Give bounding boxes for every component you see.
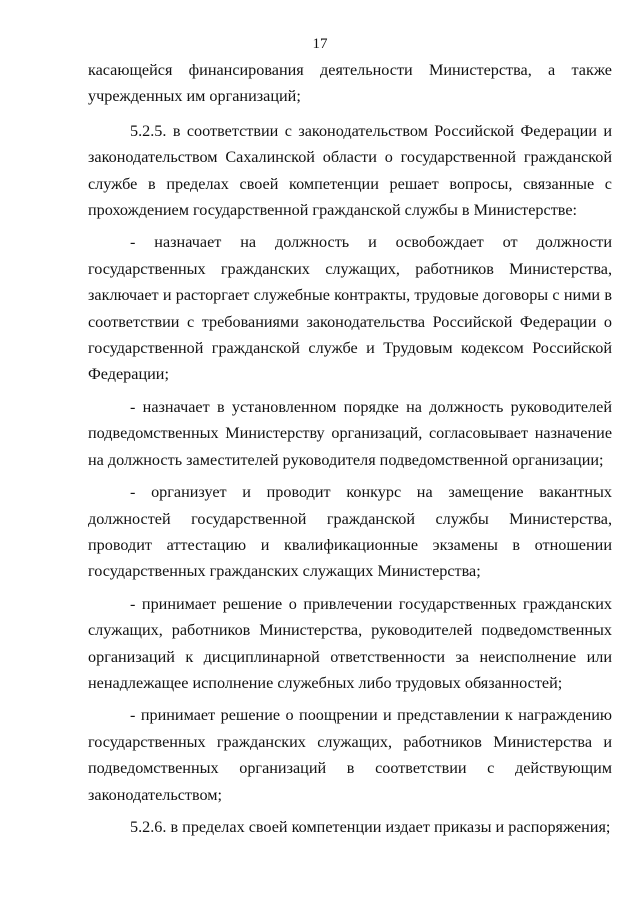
list-item-disciplinary: - принимает решение о привлечении государственных гражданских служащих, работников Министерства, руководителей подведомственных организаций к дисциплинарной ответственности за неисполнение или ненадлежащее исполнение служебных либо трудовых обязанностей;	[88, 594, 612, 692]
list-item-rewards: - принимает решение о поощрении и представлении к награждению государственных гражданских служащих, работников Министерства и подведомственных организаций в соответствии с действующим законодательством;	[88, 706, 612, 804]
document-body	[88, 57, 612, 846]
paragraph-5-2-6: 5.2.6. в пределах своей компетенции издает приказы и распоряжения;	[130, 817, 611, 836]
paragraph-5-2-5: 5.2.5. в соответствии с законодательством Российской Федерации и законодательством Сахалинской области о государственной гражданской службе в пределах своей компетенции решает вопросы, связанные с прохождением государственной гражданской службы в Министерстве:	[88, 121, 612, 220]
list-item-appoint-heads: - назначает в установленном порядке на должность руководителей подведомственных Министерству организаций, согласовывает назначение на должность заместителей руководителя подведомственной организации;	[88, 397, 612, 469]
list-item-appoint-dismiss: - назначает на должность и освобождает от должности государственных гражданских служащих, работников Министерства, заключает и расторгает служебные контракты, трудовые договоры с ними в соответствии с требованиями законодательства Российской Федерации о государственной гражданской службе и Трудовым кодексом Российской Федерации;	[88, 233, 612, 384]
page-number: 17	[312, 36, 328, 52]
paragraph-continuation: касающейся финансирования деятельности Министерства, а также учрежденных им организаций;	[88, 61, 612, 106]
list-item-competition: - организует и проводит конкурс на замещение вакантных должностей государственной гражданской службы Министерства, проводит аттестацию и квалификационные экзамены в отношении государственных гражданских служащих Министерства;	[88, 483, 612, 581]
